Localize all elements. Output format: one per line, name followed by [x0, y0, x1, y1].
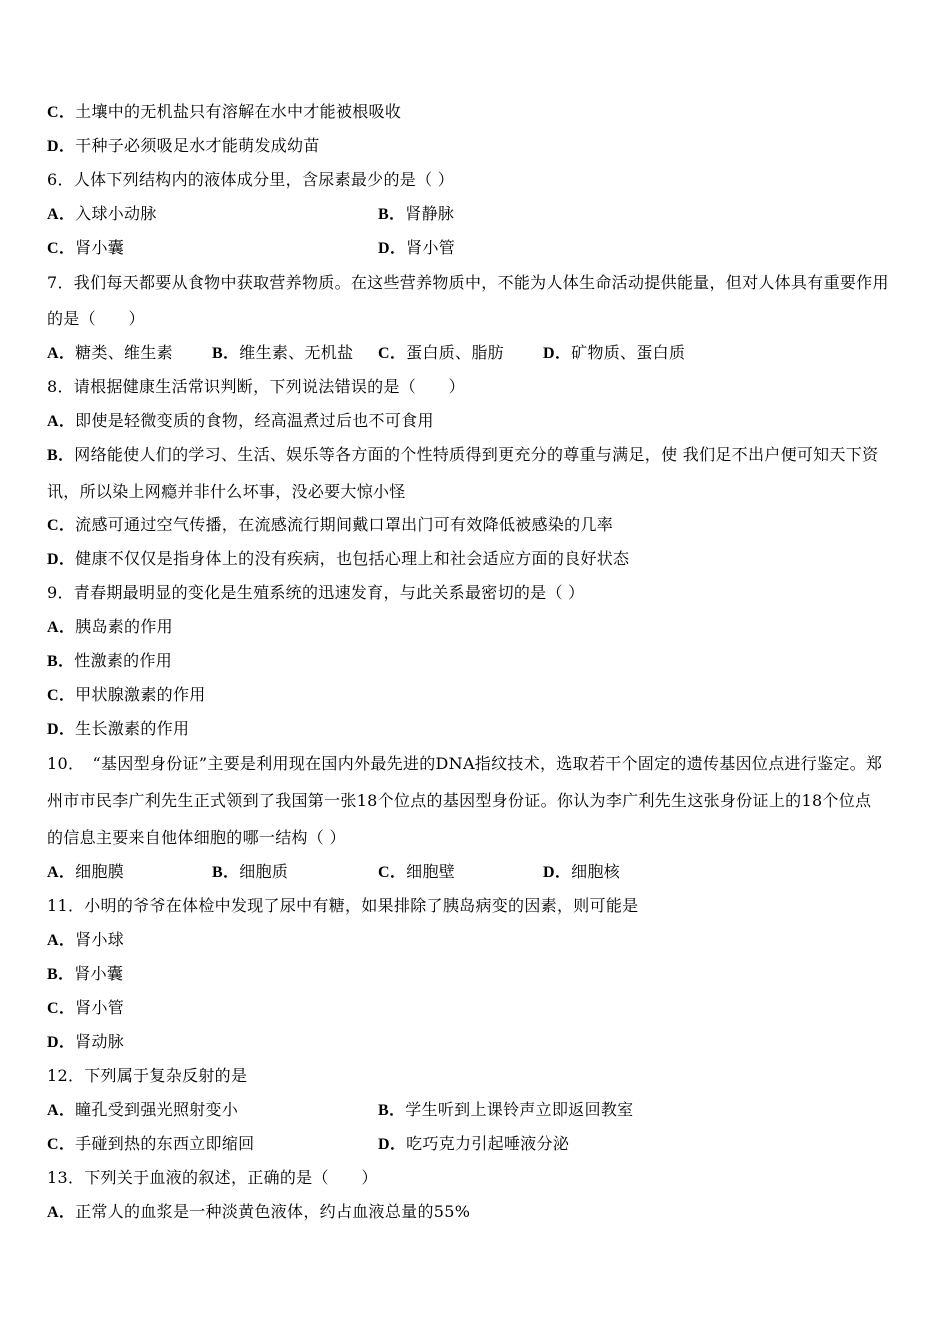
- q8-option-b-line-1: [47, 445, 878, 465]
- option-text: 性激素的作用: [74, 651, 173, 670]
- option-text: 细胞膜: [75, 862, 125, 881]
- option-text: 肾小囊: [74, 964, 124, 983]
- q9-stem: 9．青春期最明显的变化是生殖系统的迅速发育，与此关系最密切的是（ ）: [47, 583, 585, 602]
- q10-option-c: [378, 862, 455, 883]
- q6-option-b: [378, 204, 454, 225]
- q10-stem-line-2: 州市市民李广利先生正式领到了我国第一张18个位点的基因型身份证。你认为李广利先生这张身份证上的18个位点: [47, 791, 872, 810]
- q6-option-d: [378, 238, 455, 259]
- q8-option-b-line-2: 讯，所以染上网瘾并非什么坏事，没必要大惊小怪: [47, 482, 406, 501]
- option-label: B．: [212, 864, 240, 881]
- q8-stem: 8．请根据健康生活常识判断，下列说法错误的是（ ）: [47, 377, 465, 396]
- q13-option-a: [47, 1202, 470, 1222]
- q5-option-c: [47, 102, 401, 122]
- option-label: B．: [47, 653, 75, 670]
- q10-option-a: [47, 862, 124, 883]
- option-label: D．: [378, 1136, 407, 1153]
- q6-option-a: [47, 204, 157, 225]
- option-text: 细胞质: [239, 862, 289, 881]
- option-text: 肾小管: [406, 238, 456, 257]
- q8-option-a: [47, 411, 434, 431]
- option-label: C．: [47, 1000, 76, 1017]
- q12-option-b: [378, 1100, 633, 1121]
- q7-stem-line-2: 的是（ ）: [47, 309, 145, 328]
- option-text: 肾小囊: [75, 238, 125, 257]
- option-label: B．: [378, 206, 406, 223]
- option-label: D．: [47, 1034, 76, 1051]
- option-label: C．: [378, 345, 407, 362]
- option-text: 入球小动脉: [75, 204, 157, 223]
- option-text: 细胞核: [571, 862, 621, 881]
- q7-option-a: [47, 343, 173, 364]
- option-label: D．: [47, 551, 76, 568]
- q11-option-a: [47, 930, 124, 950]
- option-text: 肾静脉: [405, 204, 455, 223]
- q6-stem: 6．人体下列结构内的液体成分里，含尿素最少的是（ ）: [47, 170, 455, 189]
- option-text: 瞳孔受到强光照射变小: [75, 1100, 239, 1119]
- q9-option-a: [47, 617, 173, 637]
- option-text: 网络能使人们的学习、生活、娱乐等各方面的个性特质得到更充分的尊重与满足，使 我们足不出户便可知天下资: [74, 445, 879, 464]
- option-label: C．: [378, 864, 407, 881]
- q12-option-c: [47, 1134, 254, 1155]
- option-label: C．: [47, 104, 76, 121]
- option-text: 胰岛素的作用: [75, 617, 173, 636]
- option-text: 蛋白质、脂肪: [406, 343, 504, 362]
- option-label: B．: [212, 345, 240, 362]
- option-text: 手碰到热的东西立即缩回: [75, 1134, 255, 1153]
- q5-option-d: [47, 136, 320, 156]
- q9-option-b: [47, 651, 172, 671]
- q9-option-d: [47, 719, 189, 739]
- option-label: D．: [543, 864, 572, 881]
- option-label: D．: [47, 721, 76, 738]
- option-label: C．: [47, 240, 76, 257]
- option-label: D．: [543, 345, 572, 362]
- option-text: 肾小球: [75, 930, 125, 949]
- q11-option-b: [47, 964, 123, 984]
- option-label: B．: [47, 447, 75, 464]
- q7-option-b: [212, 343, 353, 364]
- q12-option-d: [378, 1134, 569, 1155]
- option-label: A．: [47, 413, 76, 430]
- option-label: C．: [47, 1136, 76, 1153]
- option-text: 矿物质、蛋白质: [571, 343, 686, 362]
- option-text: 肾小管: [75, 998, 125, 1017]
- option-text: 吃巧克力引起唾液分泌: [406, 1134, 570, 1153]
- q12-option-a: [47, 1100, 238, 1121]
- option-label: A．: [47, 1204, 76, 1221]
- option-label: A．: [47, 619, 76, 636]
- option-label: C．: [47, 687, 76, 704]
- option-text: 维生素、无机盐: [239, 343, 354, 362]
- q7-stem-line-1: 7．我们每天都要从食物中获取营养物质。在这些营养物质中，不能为人体生命活动提供能量，但对人体具有重要作用: [47, 273, 889, 292]
- option-label: A．: [47, 932, 76, 949]
- option-label: C．: [47, 517, 76, 534]
- q10-option-d: [543, 862, 620, 883]
- option-text: 土壤中的无机盐只有溶解在水中才能被根吸收: [75, 102, 402, 121]
- option-text: 即使是轻微变质的食物，经高温煮过后也不可食用: [75, 411, 434, 430]
- option-text: 糖类、维生素: [75, 343, 173, 362]
- option-text: 正常人的血浆是一种淡黄色液体，约占血液总量的55%: [75, 1202, 471, 1221]
- q11-option-d: [47, 1032, 124, 1052]
- q8-option-d: [47, 549, 629, 569]
- q10-stem-line-3: 的信息主要来自他体细胞的哪一结构（ ）: [47, 828, 346, 847]
- q8-option-c: [47, 515, 613, 535]
- option-label: B．: [378, 1102, 406, 1119]
- option-text: 肾动脉: [75, 1032, 125, 1051]
- q10-stem-line-1: 10． “基因型身份证”主要是利用现在国内外最先进的DNA指纹技术，选取若干个固定的遗传基因位点进行鉴定。郑: [47, 754, 883, 773]
- option-label: B．: [47, 966, 75, 983]
- q9-option-c: [47, 685, 206, 705]
- q7-option-c: [378, 343, 504, 364]
- q6-option-c: [47, 238, 124, 259]
- q7-option-d: [543, 343, 685, 364]
- option-text: 甲状腺激素的作用: [75, 685, 206, 704]
- option-text: 学生听到上课铃声立即返回教室: [405, 1100, 634, 1119]
- q13-stem: 13．下列关于血液的叙述，正确的是（ ）: [47, 1168, 378, 1187]
- q10-option-b: [212, 862, 288, 883]
- q12-stem: 12．下列属于复杂反射的是: [47, 1066, 248, 1085]
- option-text: 干种子必须吸足水才能萌发成幼苗: [75, 136, 320, 155]
- option-label: A．: [47, 345, 76, 362]
- option-label: A．: [47, 1102, 76, 1119]
- option-label: D．: [378, 240, 407, 257]
- option-text: 细胞壁: [406, 862, 456, 881]
- q11-option-c: [47, 998, 124, 1018]
- option-text: 健康不仅仅是指身体上的没有疾病，也包括心理上和社会适应方面的良好状态: [75, 549, 630, 568]
- q11-stem: 11．小明的爷爷在体检中发现了尿中有糖，如果排除了胰岛病变的因素，则可能是: [47, 896, 639, 915]
- option-text: 生长激素的作用: [75, 719, 190, 738]
- option-label: D．: [47, 138, 76, 155]
- option-text: 流感可通过空气传播，在流感流行期间戴口罩出门可有效降低被感染的几率: [75, 515, 614, 534]
- option-label: A．: [47, 206, 76, 223]
- option-label: A．: [47, 864, 76, 881]
